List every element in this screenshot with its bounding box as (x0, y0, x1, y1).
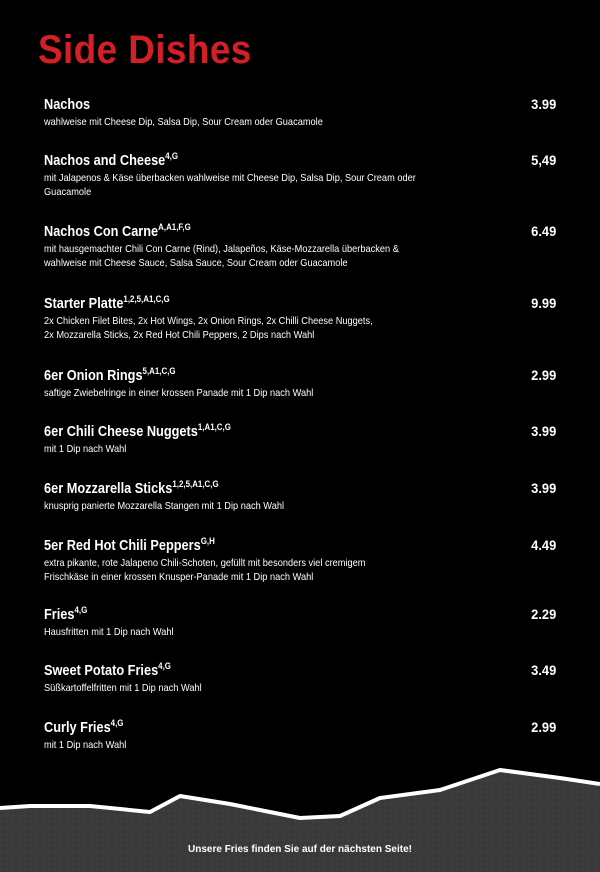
menu-item (44, 606, 556, 639)
menu-item (44, 719, 556, 752)
menu-item (44, 152, 556, 199)
item-name: Fries$^{4,G}$ (44, 605, 88, 623)
item-name: 6er Chili Cheese Nuggets$^{1,A1,C,G}$ (44, 422, 231, 440)
item-name: 6er Mozzarella Sticks$^{1,2,5,A1,C,G}$ (44, 479, 219, 497)
item-price: 6.49 (530, 223, 556, 239)
item-description: Hausfritten mit 1 Dip nach Wahl (44, 626, 174, 638)
item-name: Starter Platte$^{1,2,5,A1,C,G}$ (44, 294, 170, 312)
item-name: Nachos and Cheese$^{4,G}$ (44, 151, 179, 169)
item-description: knusprig panierte Mozzarella Stangen mit 1 Dip nach Wahl (44, 500, 285, 512)
item-price: 3.99 (530, 423, 556, 439)
item-description: wahlweise mit Cheese Dip, Salsa Dip, Sour Cream oder Guacamole (44, 116, 323, 128)
footer-note: Unsere Fries finden Sie auf der nächsten Seite! (188, 844, 412, 855)
item-price: 3.99 (530, 96, 556, 112)
item-price: 9.99 (530, 295, 556, 311)
menu-item (44, 662, 556, 695)
menu-item (44, 295, 556, 342)
item-price: 2.99 (530, 719, 556, 735)
item-name: 5er Red Hot Chili Peppers$^{G,H}$ (44, 536, 215, 554)
item-name: Nachos Con Carne$^{A,A1,F,G}$ (44, 222, 191, 240)
item-name: 6er Onion Rings$^{5,A1,C,G}$ (44, 366, 176, 384)
item-price: 4.49 (530, 537, 556, 553)
item-name: Nachos (44, 97, 91, 113)
item-price: 3.49 (530, 662, 556, 678)
item-description: 2x Chicken Filet Bites, 2x Hot Wings, 2x Onion Rings, 2x Chilli Cheese Nuggets, 2x Mozzarella Sticks, 2x Red Hot Chili Peppers, 2 Dips nach Wahl (44, 315, 373, 341)
item-price: 3.99 (530, 480, 556, 496)
page-title: Side Dishes (38, 28, 252, 72)
menu-item (44, 537, 556, 584)
item-description: mit 1 Dip nach Wahl (44, 739, 127, 751)
item-price: 2.29 (530, 606, 556, 622)
item-description: saftige Zwiebelringe in einer krossen Panade mit 1 Dip nach Wahl (44, 387, 314, 399)
item-name: Sweet Potato Fries$^{4,G}$ (44, 661, 171, 679)
menu-item (44, 423, 556, 456)
item-description: Süßkartoffelfritten mit 1 Dip nach Wahl (44, 682, 202, 694)
menu-item (44, 96, 556, 129)
menu-item (44, 480, 556, 513)
mountain-footer-graphic (0, 760, 600, 872)
menu-item (44, 223, 556, 270)
item-description: mit 1 Dip nach Wahl (44, 443, 127, 455)
item-name: Curly Fries$^{4,G}$ (44, 718, 124, 736)
footer (0, 760, 600, 872)
item-price: 5,49 (530, 152, 556, 168)
item-description: extra pikante, rote Jalapeno Chili-Schoten, gefüllt mit besonders viel cremigem Frischkäse in einer krossen Knusper-Panade mit 1 Dip nach Wahl (44, 557, 366, 583)
menu-item (44, 367, 556, 400)
item-description: mit Jalapenos & Käse überbacken wahlweise mit Cheese Dip, Salsa Dip, Sour Cream oder Guacamole (44, 172, 416, 198)
item-description: mit hausgemachter Chili Con Carne (Rind), Jalapeños, Käse-Mozzarella überbacken & wahlweise mit Cheese Sauce, Salsa Sauce, Sour Cream oder Guacamole (44, 243, 399, 269)
item-price: 2.99 (530, 367, 556, 383)
